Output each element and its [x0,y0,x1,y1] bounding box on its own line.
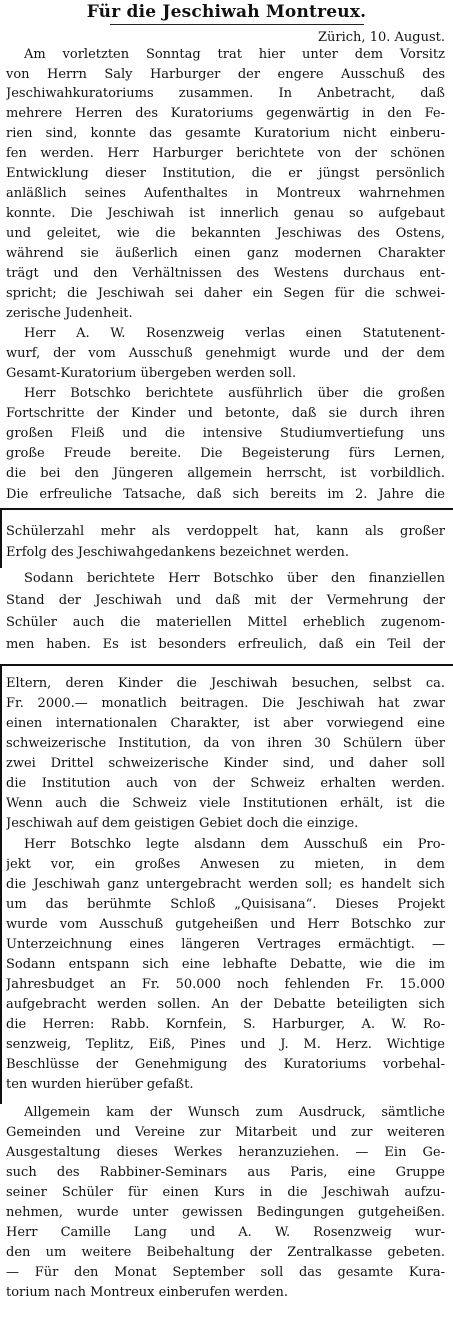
text-line: konnte. Die Jeschiwah ist innerlich genau so aufgebaut [6,206,445,221]
text-line: und geleitet, wie die bekannten Jeschiwas des Ostens, [6,226,445,241]
text-line: Herr A. W. Rosenzweig verlas einen Statutenent- [24,326,445,341]
text-line: Gesamt-Kuratorium übergeben werden soll. [6,366,297,381]
text-line: mehrere Herren des Kuratoriums gegenwärtig in den Fe- [6,106,445,121]
text-line: Entwicklung dieser Institution, die er jüngst persönlich [6,166,445,181]
text-line: Herr Botschko legte alsdann dem Ausschuß ein Pro- [24,837,445,852]
text-line: Wenn auch die Schweiz viele Institutionen erhält, ist die [6,796,445,811]
text-line: zerische Judenheit. [6,306,133,321]
text-line: große Freude bereite. Die Begeisterung fürs Lernen, [6,446,445,461]
text-line: Fr. 2000.— monatlich beitragen. Die Jeschiwah hat zwar [6,696,445,711]
text-line: spricht; die Jeschiwah sei daher ein Segen für die schwei- [6,286,445,301]
text-line: Unterzeichnung eines längeren Vertrages ermächtigt. — [6,937,445,952]
text-line: fen werden. Herr Harburger berichtete von der schönen [6,146,445,161]
text-line: die Institution auch von der Schweiz erhalten werden. [6,776,445,791]
text-line: Fortschritte der Kinder und betonte, daß sie durch ihren [6,406,445,421]
text-line: während sie äußerlich einen ganz modernen Charakter [6,246,445,261]
text-line: rien sind, konnte das gesamte Kuratorium nicht einberu- [6,126,445,141]
text-line: wurde vom Ausschuß gutgeheißen und Herr Botschko zur [6,917,445,932]
text-line: torium nach Montreux einberufen werden. [6,1285,289,1300]
text-line: aufgebracht werden sollen. An der Debatte beteiligten sich [6,997,445,1012]
column-side-bar [0,664,2,1104]
text-line: Herr Camille Lang und A. W. Rosenzweig wur- [6,1225,445,1240]
text-line: Erfolg des Jeschiwahgedankens bezeichnet werden. [6,545,349,560]
column-break-rule [0,664,453,666]
text-line: einen internationalen Charakter, ist aber vorwiegend eine [6,716,445,731]
text-line: Eltern, deren Kinder die Jeschiwah besuchen, selbst ca. [6,676,445,691]
text-line: Schüler auch die materiellen Mittel erheblich zugenom- [6,615,445,630]
text-line: anläßlich seines Aufenthaltes in Montreux wahrnehmen [6,186,445,201]
text-line: Die erfreuliche Tatsache, daß sich bereits im 2. Jahre die [6,487,445,502]
text-line: nehmen, wurde unter gewissen Bedingungen gutgeheißen. [6,1205,445,1220]
text-line: den um weitere Beibehaltung der Zentralkasse gebeten. [6,1245,445,1260]
text-line: die bei den Jüngeren allgemein herrscht, ist vorbildlich. [6,466,445,481]
text-line: men haben. Es ist besonders erfreulich, daß ein Teil der [6,637,445,652]
text-line: Stand der Jeschiwah und daß mit der Vermehrung der [6,593,445,608]
text-line: Am vorletzten Sonntag trat hier unter dem Vorsitz [24,47,445,62]
text-line: Schülerzahl mehr als verdoppelt hat, kann als großer [6,524,445,539]
dateline: Zürich, 10. August. [318,30,445,45]
article-title: Für die Jeschiwah Montreux. [86,2,367,22]
text-line: Allgemein kam der Wunsch zum Ausdruck, sämtliche [24,1105,445,1120]
text-line: trägt und den Verhältnissen des Westens durchaus ent- [6,266,445,281]
text-line: Ausgestaltung dieses Werkes heranzuziehen. — Ein Ge- [6,1145,445,1160]
text-line: ten wurden hierüber gefaßt. [6,1077,194,1092]
text-line: Jahresbudget an Fr. 50.000 noch fehlenden Fr. 15.000 [6,977,445,992]
text-line: zwei Drittel schweizerische Kinder sind, und daher soll [6,756,445,771]
text-line: von Herrn Saly Harburger der engere Ausschuß des [6,67,445,82]
column-break-rule [0,508,453,510]
text-line: Herr Botschko berichtete ausführlich über die großen [24,386,445,401]
column-side-bar [0,508,2,568]
text-line: such des Rabbiner-Seminars aus Paris, eine Gruppe [6,1165,445,1180]
text-line: — Für den Monat September soll das gesamte Kura- [6,1265,445,1280]
text-line: die Herren: Rabb. Kornfein, S. Harburger, A. W. Ro- [6,1017,445,1032]
text-line: senzweig, Teplitz, Eiß, Pines und J. M. Herz. Wichtige [6,1037,445,1052]
text-line: großen Fleiß und die intensive Studiumvertiefung uns [6,426,445,441]
text-line: schweizerische Institution, da von ihren 30 Schülern über [6,736,445,751]
text-line: seiner Schüler für einen Kurs in die Jeschiwah aufzu- [6,1185,445,1200]
title-underline [110,24,364,25]
text-line: jekt vor, ein großes Anwesen zu mieten, in dem [6,857,445,872]
text-line: die Jeschiwah ganz untergebracht werden soll; es handelt sich [6,877,445,892]
text-line: Sodann berichtete Herr Botschko über den finanziellen [24,571,445,586]
text-line: um das berühmte Schloß „Quisisana“. Dieses Projekt [6,897,445,912]
text-line: Beschlüsse der Genehmigung des Kuratoriums vorbehal- [6,1057,445,1072]
text-line: Jeschiwah auf dem geistigen Gebiet doch die einzige. [6,816,359,831]
text-line: Jeschiwahkuratoriums zusammen. In Anbetracht, daß [6,86,445,101]
text-line: Sodann entspann sich eine lebhafte Debatte, wie die im [6,957,445,972]
text-line: Gemeinden und Vereine zur Mitarbeit und zur weiteren [6,1125,445,1140]
text-line: wurf, der vom Ausschuß genehmigt wurde und der dem [6,346,445,361]
